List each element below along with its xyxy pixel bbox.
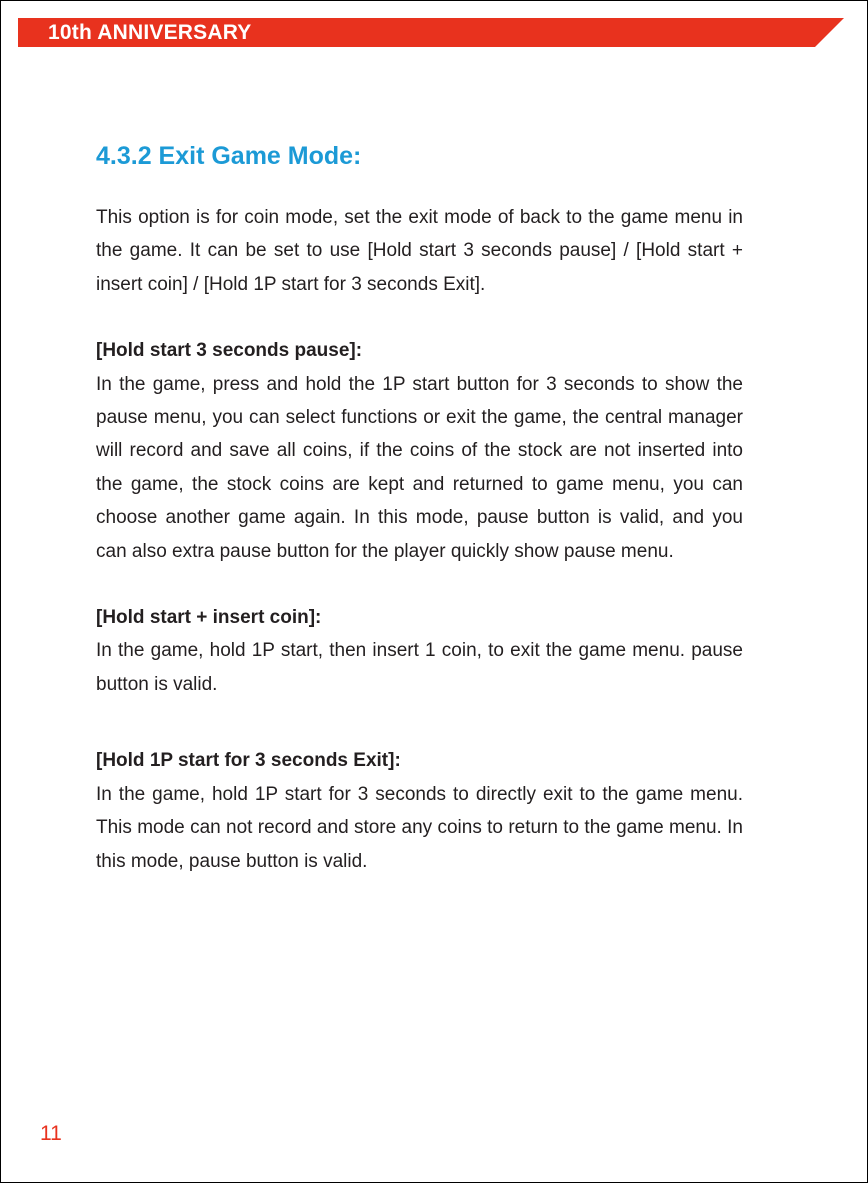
mode-body-hold-start-pause: In the game, press and hold the 1P start button for 3 seconds to show the pause menu, you can select functions or exit the game, the central manager will record and save all coins, if the coins of the stock are not inserted into the game, the stock coins are kept and returned to game menu, you can choose another game again. In this mode, pause button is valid, and you can also extra pause button for the player quickly show pause menu. — [96, 373, 743, 562]
page-number: 11 — [40, 1122, 62, 1145]
section-title: 4.3.2 Exit Game Mode: — [96, 142, 362, 170]
mode-heading-hold-1p-exit: [Hold 1P start for 3 seconds Exit]: — [96, 750, 401, 772]
anniversary-banner — [18, 18, 844, 47]
banner-title: 10th ANNIVERSARY — [48, 21, 252, 44]
mode-body-hold-1p-exit: In the game, hold 1P start for 3 seconds to directly exit to the game menu. This mode can not record and store any coins to return to the game menu. In this mode, pause button is valid. — [96, 783, 743, 872]
mode-heading-hold-start-pause: [Hold start 3 seconds pause]: — [96, 340, 363, 362]
mode-body-hold-start-insert-coin: In the game, hold 1P start, then insert 1 coin, to exit the game menu. pause button is valid. — [96, 640, 743, 695]
intro-paragraph: This option is for coin mode, set the exit mode of back to the game menu in the game. It can be set to use [Hold start 3 seconds pause] / [Hold start + insert coin] / [Hold 1P start for 3 seconds Exit]. — [96, 207, 743, 295]
main-content — [96, 138, 743, 878]
mode-heading-hold-start-insert-coin: [Hold start + insert coin]: — [96, 607, 322, 629]
